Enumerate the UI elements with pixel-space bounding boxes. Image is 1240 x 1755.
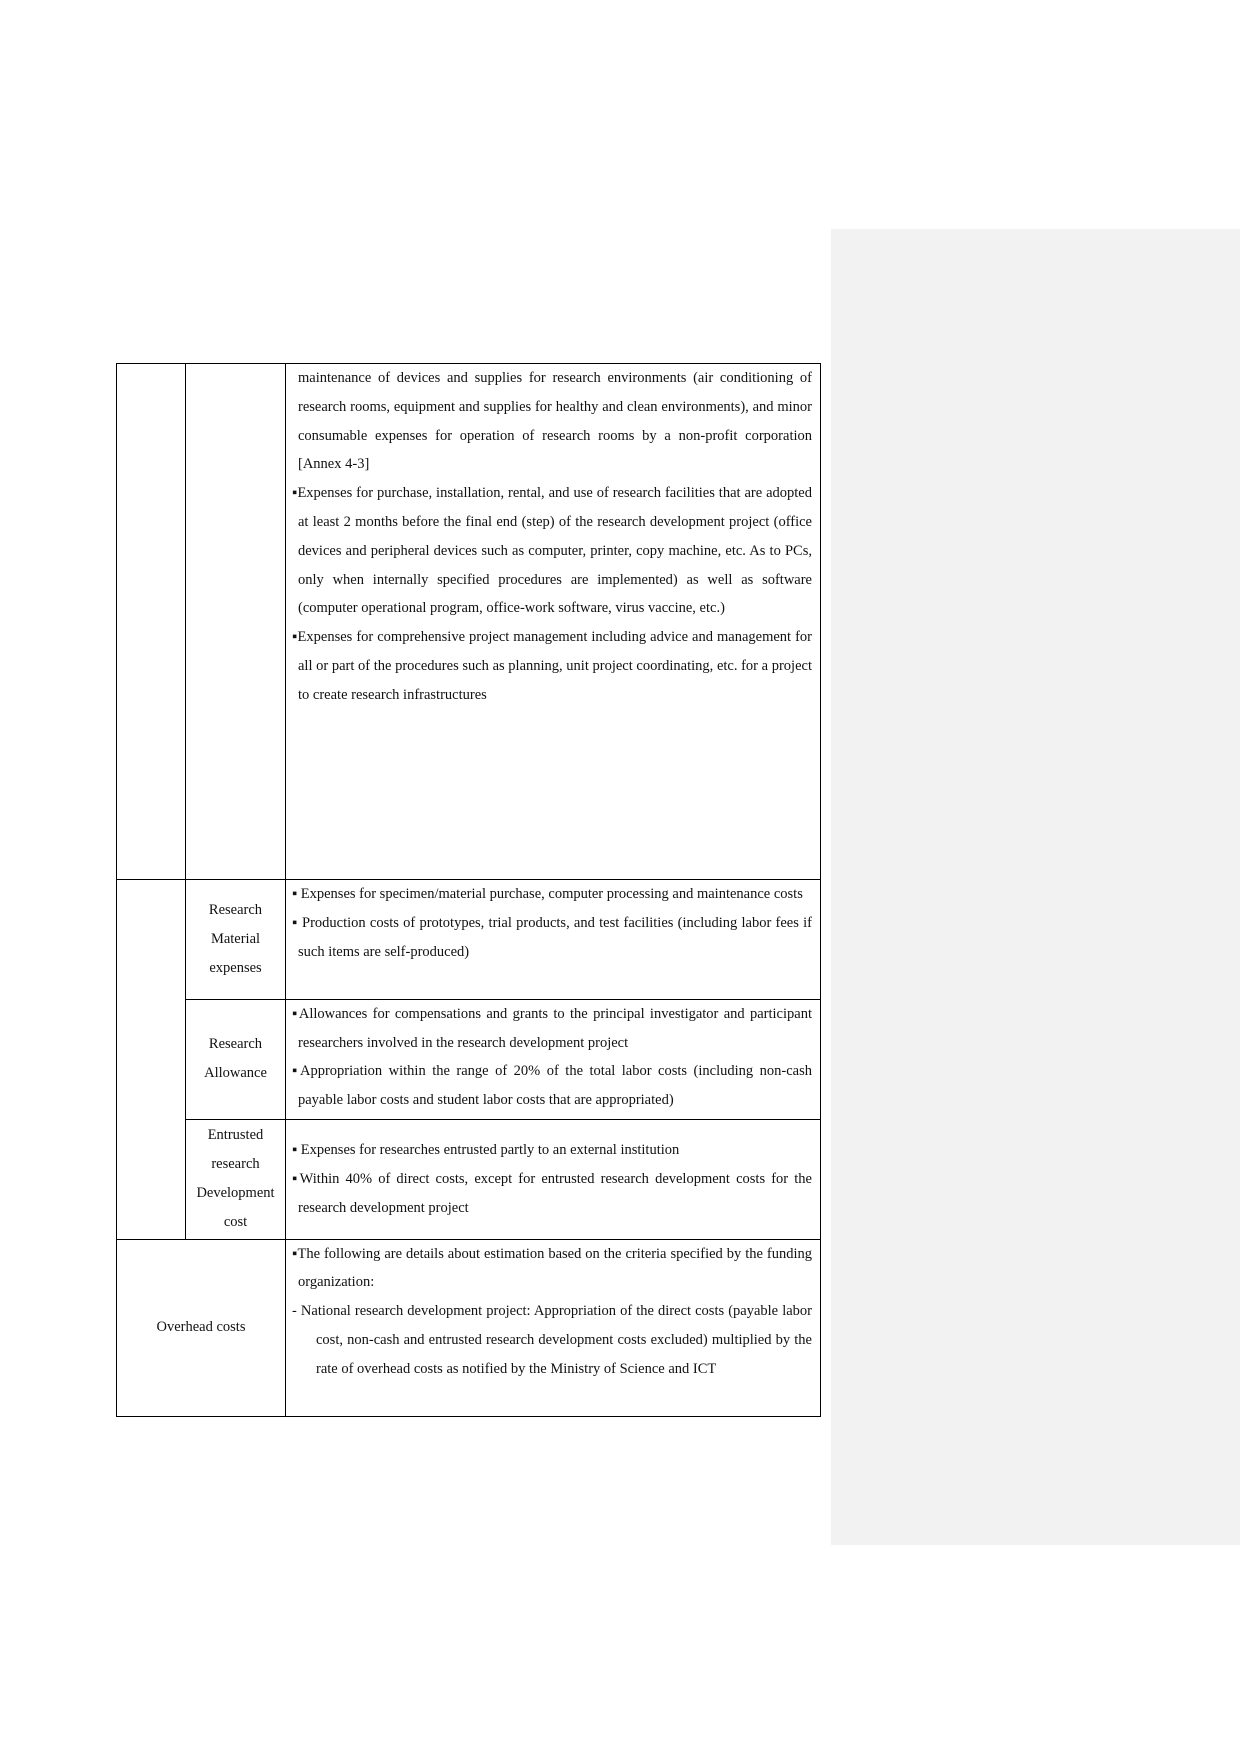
paragraph: ▪ Expenses for researches entrusted partly to an external institution xyxy=(292,1141,680,1158)
continued-description-cell xyxy=(286,364,821,880)
table-row-continued xyxy=(117,364,821,880)
research-allowance-description xyxy=(286,999,821,1119)
cost-table xyxy=(116,363,821,1417)
paragraph: ▪Allowances for compensations and grants to the principal investigator and participant researchers involved in the research development project xyxy=(292,1005,812,1051)
empty-category-cell xyxy=(117,364,186,880)
table-row-research-material xyxy=(117,879,821,999)
paragraph: ▪Expenses for comprehensive project management including advice and management for all or part of the procedures such as planning, unit project coordinating, etc. for a project to create research infrastructures xyxy=(292,629,812,703)
paragraph: - National research development project: Appropriation of the direct costs (payable labor cost, non-cash and entrusted research development costs excluded) multiplied by the rate of overhead costs as notified by the Ministry of Science and ICT xyxy=(292,1303,812,1377)
paragraph: ▪Appropriation within the range of 20% of the total labor costs (including non-cash payable labor costs and student labor costs that are appropriated) xyxy=(292,1063,812,1109)
paragraph: maintenance of devices and supplies for research environments (air conditioning of research rooms, equipment and supplies for healthy and clean environments), and minor consumable expenses for operation of research rooms by a non-profit corporation [Annex 4-3] xyxy=(298,370,812,473)
entrusted-research-description xyxy=(286,1119,821,1239)
research-material-description xyxy=(286,879,821,999)
comment-pane xyxy=(831,229,1240,1545)
entrusted-research-label: Entrusted research Development cost xyxy=(186,1119,286,1239)
paragraph: ▪Within 40% of direct costs, except for entrusted research development costs for the research development project xyxy=(292,1170,812,1216)
table-row-research-allowance xyxy=(117,999,821,1119)
paragraph: ▪ Expenses for specimen/material purchase, computer processing and maintenance costs xyxy=(292,885,803,902)
overhead-costs-description xyxy=(286,1239,821,1416)
research-allowance-label: Research Allowance xyxy=(186,999,286,1119)
table-row-entrusted-research xyxy=(117,1119,821,1239)
table-row-overhead xyxy=(117,1239,821,1416)
empty-category-cell xyxy=(117,879,186,1239)
paragraph: ▪The following are details about estimation based on the criteria specified by the funding organization: xyxy=(292,1245,812,1291)
research-material-label: Research Material expenses xyxy=(186,879,286,999)
empty-subcategory-cell xyxy=(186,364,286,880)
paragraph: ▪ Production costs of prototypes, trial products, and test facilities (including labor fees if such items are self-produced) xyxy=(292,914,812,960)
overhead-costs-label: Overhead costs xyxy=(117,1239,286,1416)
paragraph: ▪Expenses for purchase, installation, rental, and use of research facilities that are adopted at least 2 months before the final end (step) of the research development project (office devices and peripheral devices such as computer, printer, copy machine, etc. As to PCs, only when internally specified procedures are implemented) as well as software (computer operational program, office-work software, virus vaccine, etc.) xyxy=(292,485,812,617)
